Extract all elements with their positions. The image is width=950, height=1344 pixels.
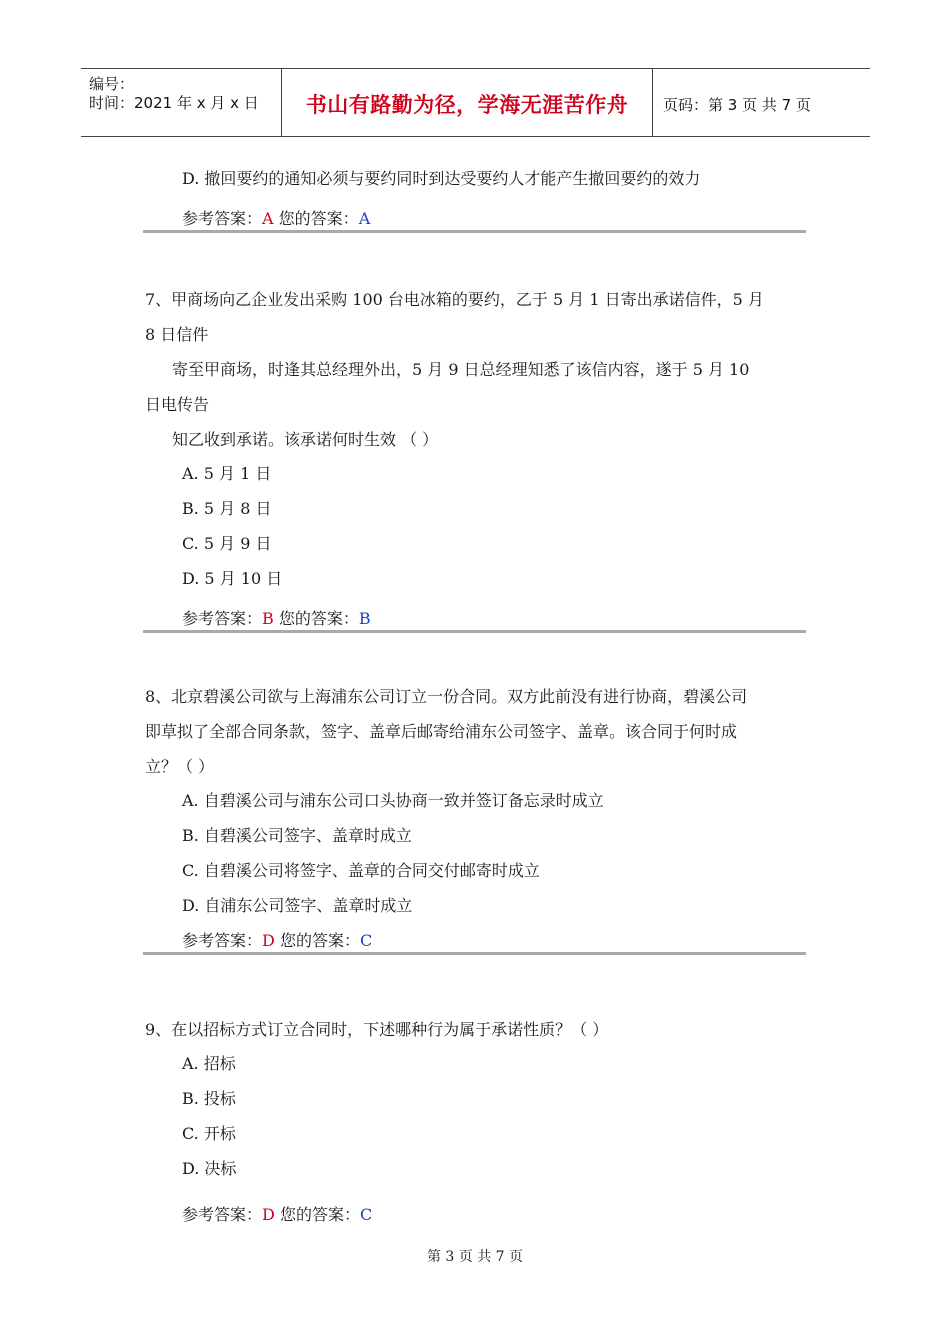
q8-text-line-1: 8、北京碧溪公司欲与上海浦东公司订立一份合同。双方此前没有进行协商，碧溪公司 [145,687,748,706]
header-page-cell [653,69,870,136]
q7-option-b: B. 5 月 8 日 [182,499,272,518]
divider [143,952,806,955]
q7-text-line-4: 日电传告 [145,395,210,414]
motto-text: 书山有路勤为径，学海无涯苦作舟 [305,93,629,117]
q6-option-d: D. 撤回要约的通知必须与要约同时到达受要约人才能产生撤回要约的效力 [182,169,701,188]
your-answer-value: B [358,609,371,628]
your-answer-label: 您的答案： [278,209,359,228]
reference-answer-label: 参考答案： [182,1205,263,1224]
q8-answer-line [182,931,372,951]
page-header [81,68,870,137]
q8-option-d: D. 自浦东公司签字、盖章时成立 [182,896,413,915]
q8-option-b: B. 自碧溪公司签字、盖章时成立 [182,826,412,845]
time-label: 时间：2021 年 x 月 x 日 [89,94,259,112]
q8-option-c: C. 自碧溪公司将签字、盖章的合同交付邮寄时成立 [182,861,540,880]
reference-answer-label: 参考答案： [182,609,263,628]
divider [143,630,806,633]
your-answer-label: 您的答案： [279,1205,360,1224]
page-number-label: 页码：第 3 页 共 7 页 [663,96,811,114]
q8-option-a: A. 自碧溪公司与浦东公司口头协商一致并签订备忘录时成立 [182,791,604,810]
q7-answer-line [182,609,371,629]
reference-answer-value: B [262,609,274,628]
q8-text-line-3: 立？（ ） [145,757,215,776]
q9-option-a: A. 招标 [182,1054,236,1073]
q7-option-d: D. 5 月 10 日 [182,569,283,588]
reference-answer-label: 参考答案： [182,931,263,950]
q7-text-line-5: 知乙收到承诺。该承诺何时生效 （ ） [172,430,439,449]
q9-answer-line [182,1205,372,1225]
footer-page-number: 第 3 页 共 7 页 [426,1249,524,1265]
divider [143,230,806,233]
q7-text-line-2: 8 日信件 [145,325,209,344]
q9-text-line-1: 9、在以招标方式订立合同时，下述哪种行为属于承诺性质？（ ） [145,1020,609,1039]
reference-answer-value: D [262,1205,275,1224]
header-info-cell [81,69,282,136]
your-answer-label: 您的答案： [278,609,359,628]
page-footer [0,1246,950,1266]
q8-text-line-2: 即草拟了全部合同条款，签字、盖章后邮寄给浦东公司签字、盖章。该合同于何时成 [145,722,738,741]
your-answer-value: A [358,209,371,228]
q9-option-c: C. 开标 [182,1124,236,1143]
q9-option-b: B. 投标 [182,1089,236,1108]
reference-answer-label: 参考答案： [182,209,263,228]
q7-text-line-3: 寄至甲商场，时逢其总经理外出，5 月 9 日总经理知悉了该信内容，遂于 5 月 10 [172,360,750,379]
your-answer-value: C [359,1205,373,1224]
your-answer-value: C [359,931,373,950]
header-motto-cell [282,69,653,136]
reference-answer-value: A [262,209,274,228]
q6-answer-line [182,209,370,229]
q7-option-c: C. 5 月 9 日 [182,534,272,553]
number-label: 编号： [89,75,135,93]
q7-option-a: A. 5 月 1 日 [182,464,272,483]
reference-answer-value: D [262,931,275,950]
q9-option-d: D. 决标 [182,1159,237,1178]
q7-text-line-1: 7、甲商场向乙企业发出采购 100 台电冰箱的要约，乙于 5 月 1 日寄出承诺信件，5 月 [145,290,764,309]
your-answer-label: 您的答案： [279,931,360,950]
